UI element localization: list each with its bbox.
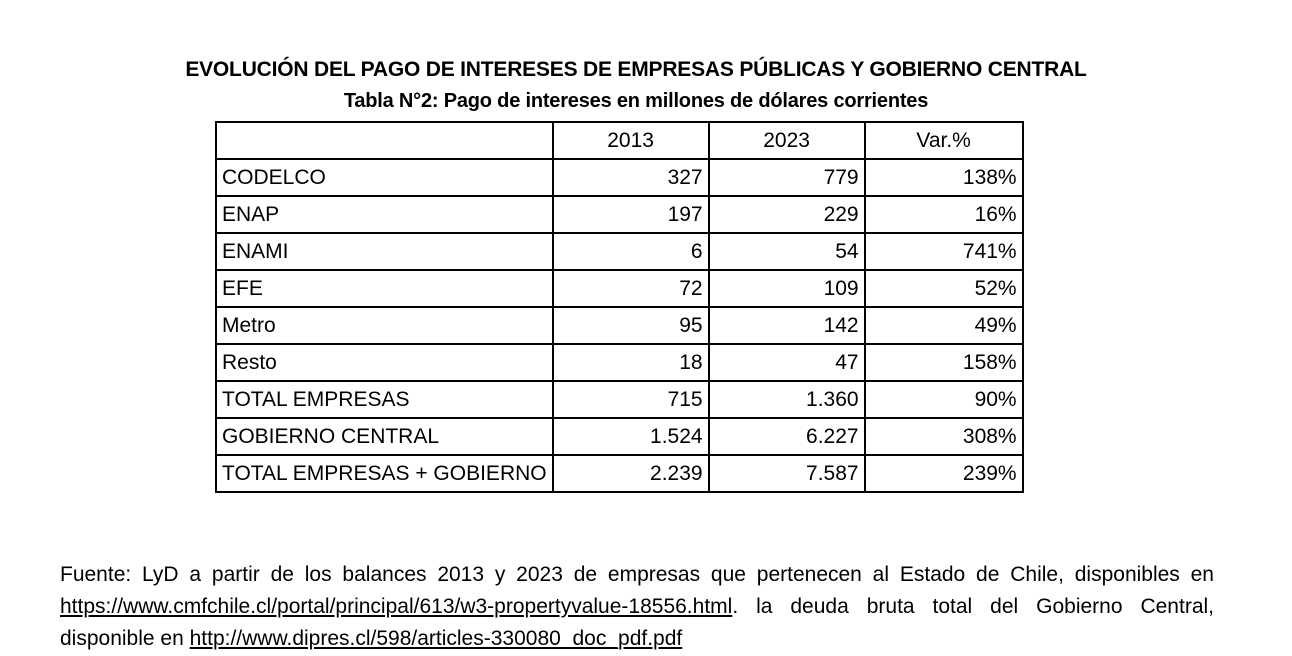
table-row xyxy=(216,381,1023,418)
value-2013: 327 xyxy=(553,159,709,196)
value-2023: 7.587 xyxy=(709,455,865,492)
table-row xyxy=(216,344,1023,381)
cmf-link[interactable]: https://www.cmfchile.cl/portal/principal/613/w3-propertyvalue-18556.html xyxy=(60,595,733,618)
table-row xyxy=(216,159,1023,196)
row-label: TOTAL EMPRESAS + GOBIERNO xyxy=(216,455,553,492)
table-row xyxy=(216,233,1023,270)
value-variation: 741% xyxy=(865,233,1023,270)
row-label: Metro xyxy=(216,307,553,344)
value-2013: 18 xyxy=(553,344,709,381)
value-2013: 197 xyxy=(553,196,709,233)
row-label: Resto xyxy=(216,344,553,381)
value-variation: 138% xyxy=(865,159,1023,196)
table-row xyxy=(216,270,1023,307)
source-text-middle: . la deuda bruta total del Gobierno Central, disponible en xyxy=(60,595,1214,650)
value-2023: 6.227 xyxy=(709,418,865,455)
source-text-intro: Fuente: LyD a partir de los balances 2013 y 2023 de empresas que pertenecen al Estado de Chile, disponibles en xyxy=(60,563,1214,586)
table-caption: Tabla N°2: Pago de intereses en millones de dólares corrientes xyxy=(343,90,929,112)
dipres-link[interactable]: http://www.dipres.cl/598/articles-330080_doc_pdf.pdf xyxy=(189,627,683,650)
row-label: GOBIERNO CENTRAL xyxy=(216,418,553,455)
source-note xyxy=(60,559,1214,655)
value-variation: 49% xyxy=(865,307,1023,344)
table-row xyxy=(216,418,1023,455)
row-label: ENAP xyxy=(216,196,553,233)
value-2023: 142 xyxy=(709,307,865,344)
row-label: CODELCO xyxy=(216,159,553,196)
value-variation: 16% xyxy=(865,196,1023,233)
column-header-2013: 2013 xyxy=(553,122,709,159)
value-2013: 6 xyxy=(553,233,709,270)
value-2023: 779 xyxy=(709,159,865,196)
column-header-label xyxy=(216,122,553,159)
interest-payments-table xyxy=(215,121,1024,493)
row-label: ENAMI xyxy=(216,233,553,270)
table-row xyxy=(216,455,1023,492)
column-header-2023: 2023 xyxy=(709,122,865,159)
table-row xyxy=(216,307,1023,344)
column-header-variation: Var.% xyxy=(865,122,1023,159)
value-variation: 308% xyxy=(865,418,1023,455)
table-header-row xyxy=(216,122,1023,159)
value-2023: 54 xyxy=(709,233,865,270)
value-2023: 229 xyxy=(709,196,865,233)
value-variation: 90% xyxy=(865,381,1023,418)
value-variation: 52% xyxy=(865,270,1023,307)
value-2013: 715 xyxy=(553,381,709,418)
row-label: EFE xyxy=(216,270,553,307)
value-2023: 1.360 xyxy=(709,381,865,418)
row-label: TOTAL EMPRESAS xyxy=(216,381,553,418)
value-2013: 72 xyxy=(553,270,709,307)
value-2013: 95 xyxy=(553,307,709,344)
value-variation: 158% xyxy=(865,344,1023,381)
table-row xyxy=(216,196,1023,233)
value-2023: 47 xyxy=(709,344,865,381)
page-title: EVOLUCIÓN DEL PAGO DE INTERESES DE EMPRESAS PÚBLICAS Y GOBIERNO CENTRAL xyxy=(185,58,1087,81)
value-2023: 109 xyxy=(709,270,865,307)
value-2013: 1.524 xyxy=(553,418,709,455)
value-variation: 239% xyxy=(865,455,1023,492)
value-2013: 2.239 xyxy=(553,455,709,492)
